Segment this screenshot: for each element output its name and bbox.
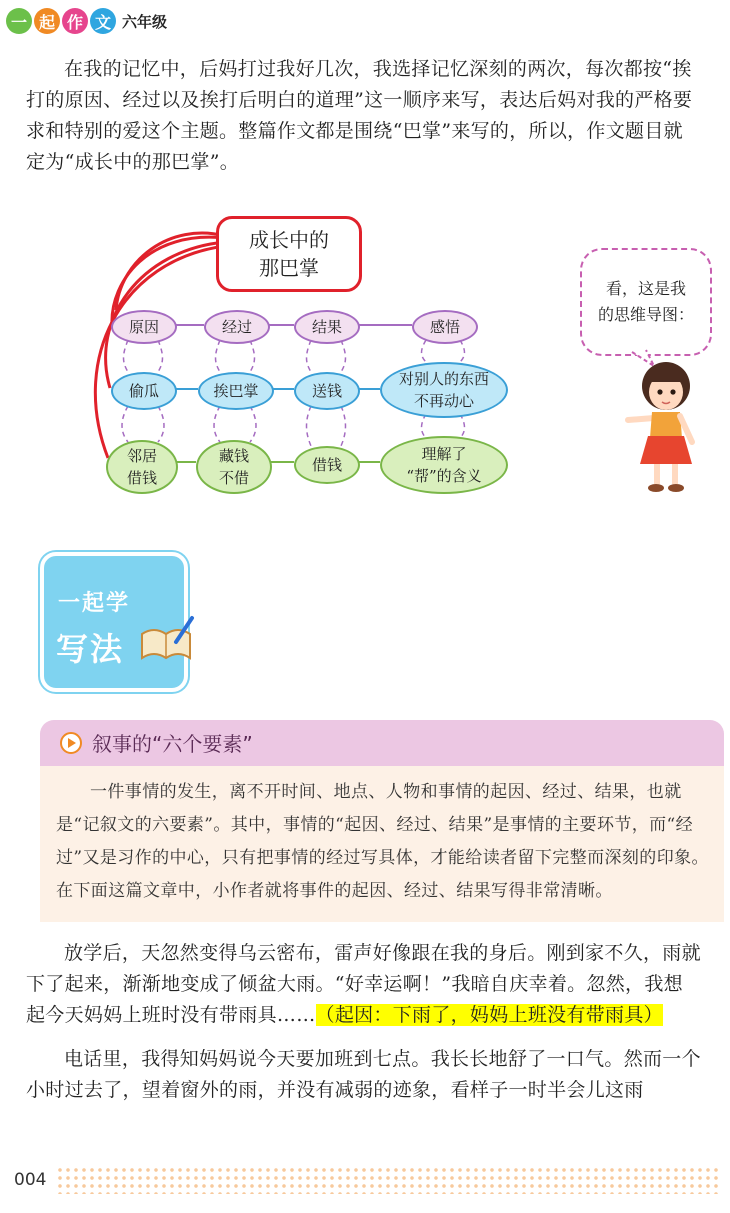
tip-title: 叙事的“六个要素” bbox=[92, 732, 253, 756]
logo-char-3: 作 bbox=[62, 8, 88, 34]
story-paragraph-2: 电话里，我得知妈妈说今天要加班到七点。我长长地舒了一口气。然而一个小时过去了，望着窗外的雨，并没有减弱的迹象，看样子一时半会儿这雨 bbox=[26, 1048, 701, 1101]
node-insight-2-line1: 理解了 bbox=[421, 445, 467, 463]
node-neighbor-line1: 邻居 bbox=[126, 447, 157, 465]
header-insight: 感悟 bbox=[412, 310, 478, 344]
page-number: 004 bbox=[14, 1170, 47, 1190]
node-send-money: 送钱 bbox=[294, 372, 360, 410]
node-insight-1-line1: 对别人的东西 bbox=[398, 370, 489, 388]
node-lend-money: 借钱 bbox=[294, 446, 360, 484]
story-text-1: 放学后，天忽然变得乌云密布，雷声好像跟在我的身后。刚到家不久，雨就下了起来，渐渐地变成了倾盆大雨。“好幸运啊！”我暗自庆幸着。忽然，我想起今天妈妈上班时没有带雨具…… bbox=[26, 942, 701, 1026]
node-hide-money-line2: 不借 bbox=[218, 469, 249, 487]
mind-map-title-line1: 成长中的 bbox=[249, 228, 329, 252]
node-slapped: 挨巴掌 bbox=[198, 372, 274, 410]
node-insight-1-line2: 不再动心 bbox=[413, 392, 474, 410]
badge-line2: 写法 bbox=[56, 630, 125, 668]
footer-dot-pattern bbox=[56, 1166, 718, 1194]
speech-line2: 的思维导图： bbox=[597, 305, 694, 324]
node-insight-2 bbox=[380, 436, 508, 494]
node-steal-melon: 偷瓜 bbox=[111, 372, 177, 410]
logo-char-1: 一 bbox=[6, 8, 32, 34]
node-neighbor-borrow bbox=[106, 440, 178, 494]
node-insight-2-line2: “帮”的含义 bbox=[406, 467, 482, 485]
logo-char-2: 起 bbox=[34, 8, 60, 34]
tip-text: 一件事情的发生，离不开时间、地点、人物和事情的起因、经过、结果，也就是“记叙文的六要素”。其中，事情的“起因、经过、结果”是事情的主要环节，而“经过”又是习作的中心，只有把事情的经过写具体，才能给读者留下完整而深刻的印象。在下面这篇文章中，小作者就将事件的起因、经过、结果写得非常清晰。 bbox=[56, 782, 709, 901]
story-paragraph-1 bbox=[26, 938, 702, 1031]
grade-label: 六年级 bbox=[122, 12, 168, 31]
speech-line1: 看，这是我 bbox=[605, 279, 686, 298]
header-result: 结果 bbox=[294, 310, 360, 344]
header-cause: 原因 bbox=[111, 310, 177, 344]
play-arrow-icon bbox=[60, 732, 82, 754]
node-hide-money-line1: 藏钱 bbox=[218, 447, 249, 465]
book-pen-icon bbox=[138, 612, 196, 664]
girl-illustration bbox=[616, 356, 720, 496]
logo-char-4: 文 bbox=[90, 8, 116, 34]
node-hide-money bbox=[196, 440, 272, 494]
story-annotation: （起因：下雨了，妈妈上班没有带雨具） bbox=[315, 1004, 663, 1026]
header-process: 经过 bbox=[204, 310, 270, 344]
node-insight-1 bbox=[380, 362, 508, 418]
intro-paragraph: 在我的记忆中，后妈打过我好几次，我选择记忆深刻的两次，每次都按“挨打的原因、经过以及挨打后明白的道理”这一顺序来写，表达后妈对我的严格要求和特别的爱这个主题。整篇作文都是围绕“巴掌”来写的，所以，作文题目就定为“成长中的那巴掌”。 bbox=[26, 58, 693, 173]
badge-line1: 一起学 bbox=[58, 591, 131, 616]
mind-map-title bbox=[216, 216, 362, 292]
mind-map-title-line2: 那巴掌 bbox=[259, 256, 319, 280]
node-neighbor-line2: 借钱 bbox=[126, 469, 157, 487]
